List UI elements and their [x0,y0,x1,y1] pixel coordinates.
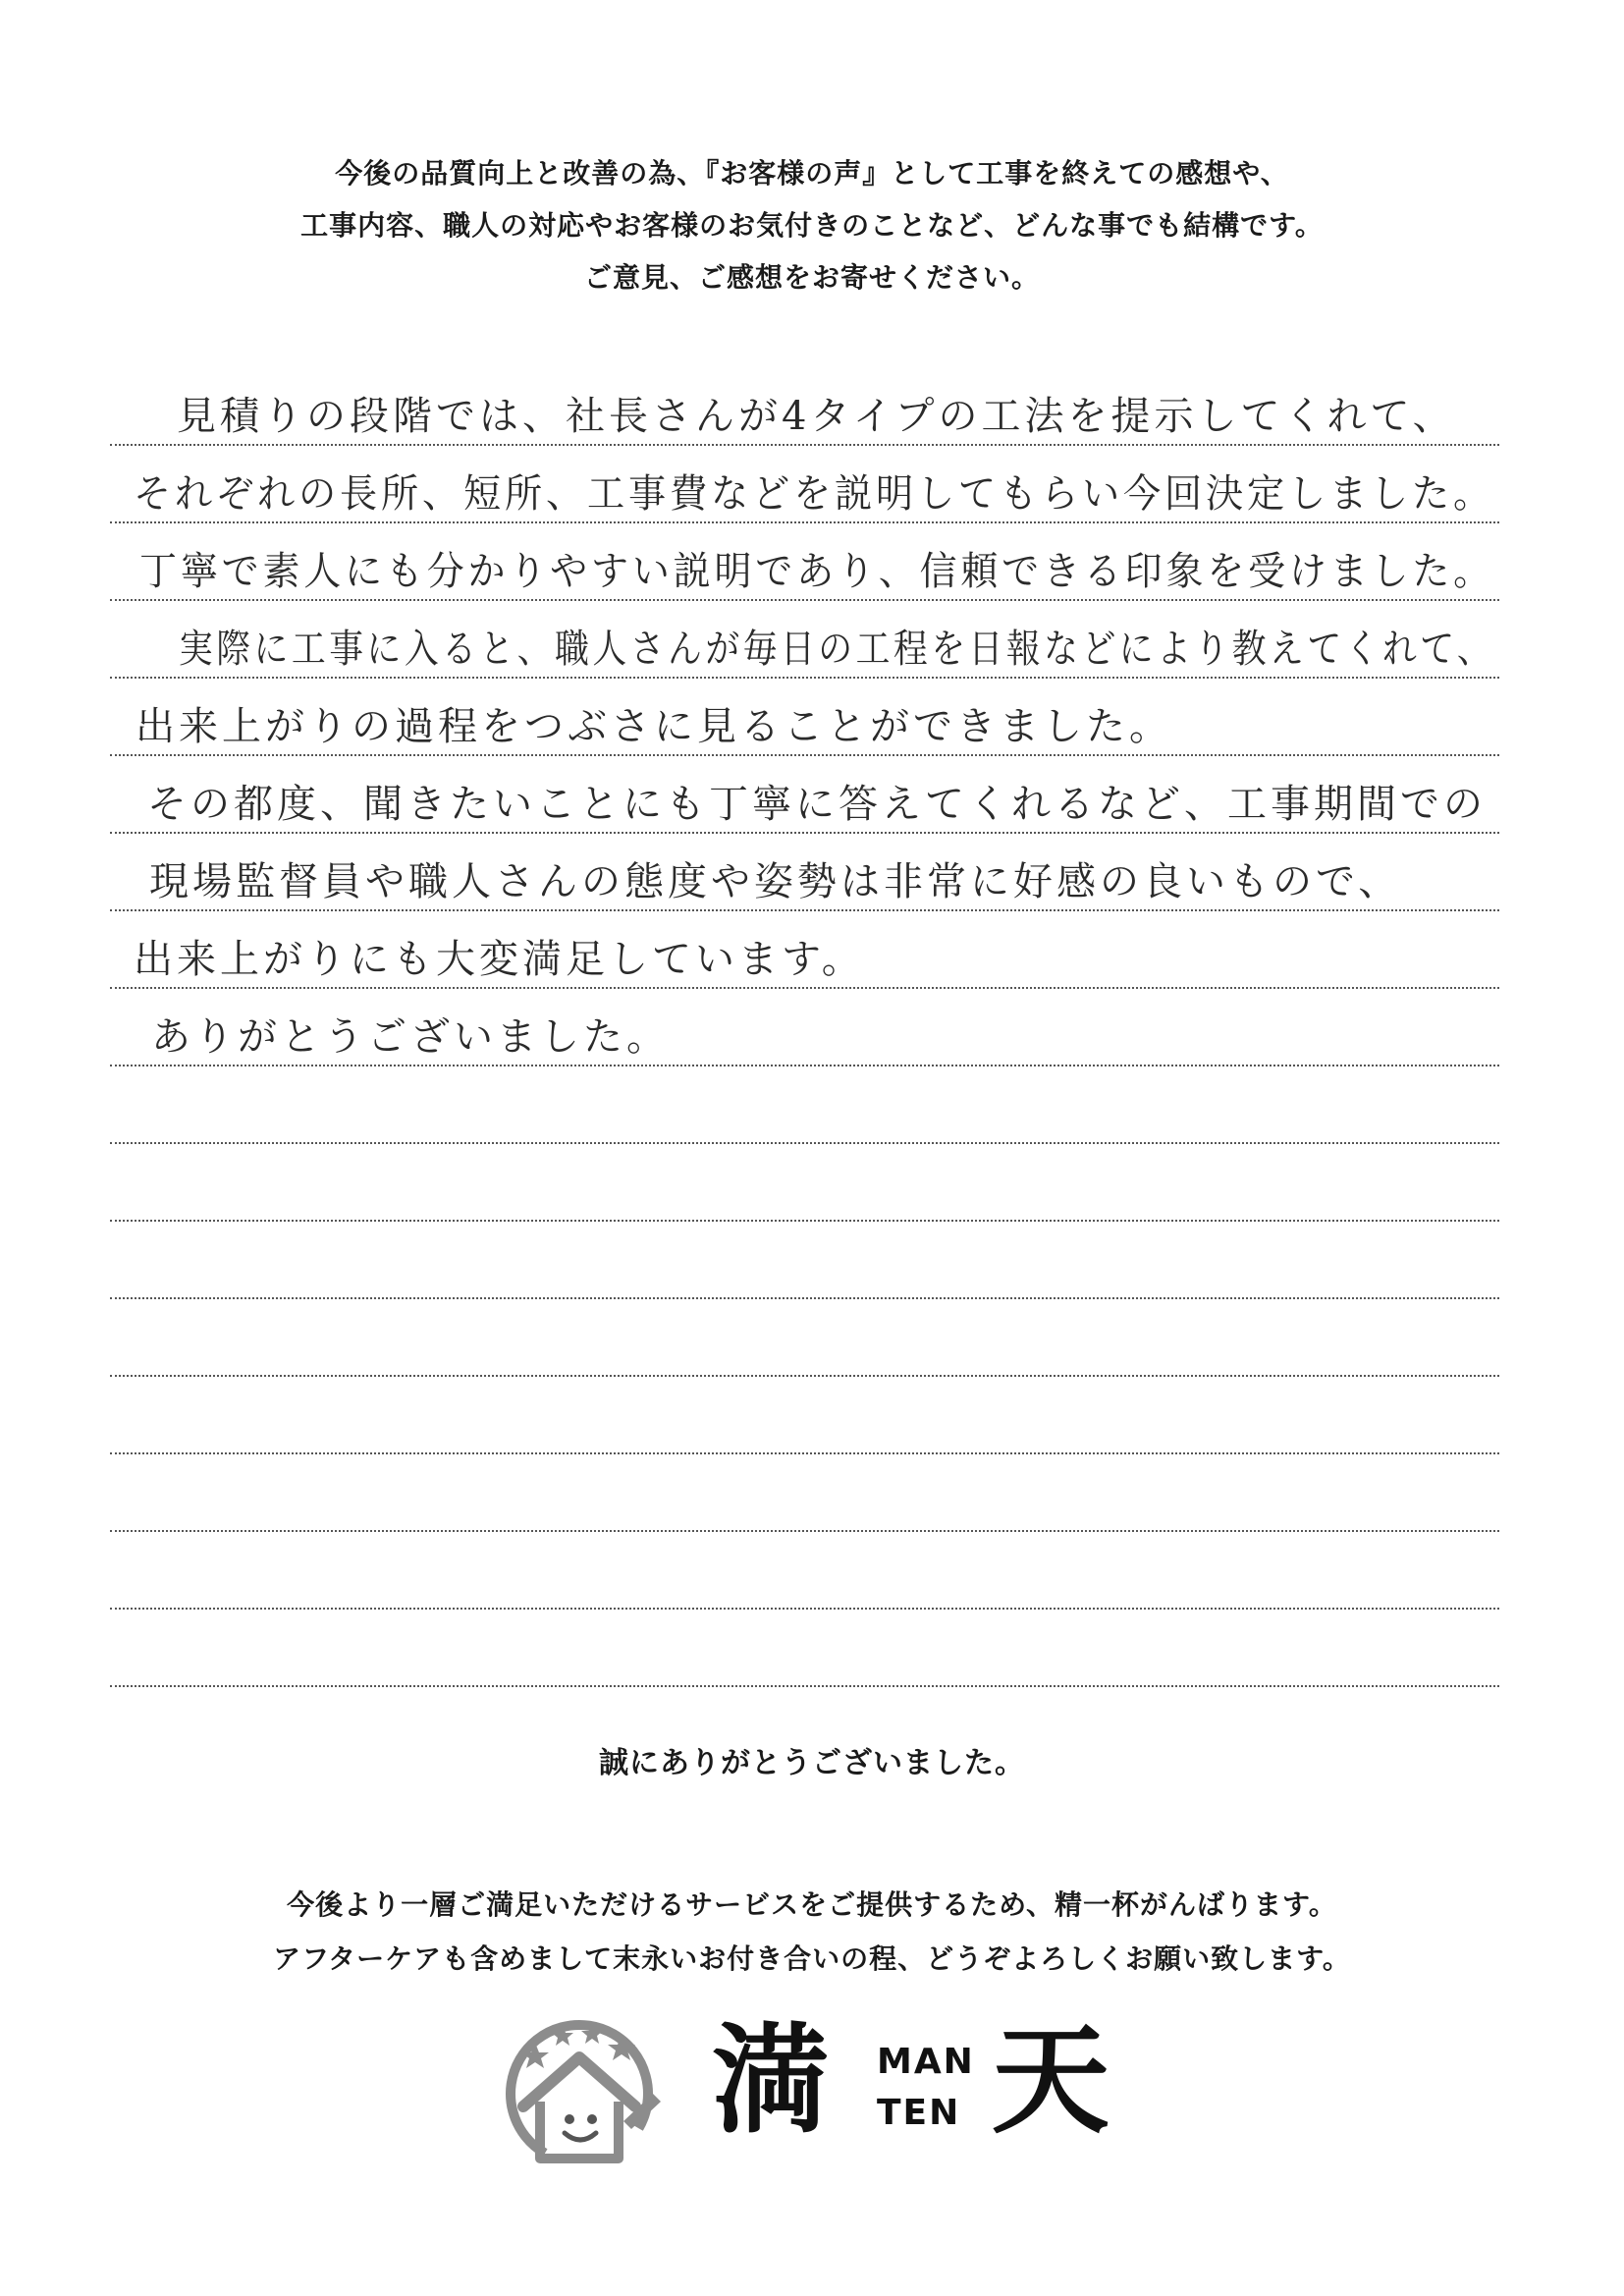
intro-line-1: 今後の品質向上と改善の為、『お客様の声』として工事を終えての感想や、 [335,157,1289,190]
ruled-line-15 [110,1454,1499,1532]
handwritten-text-line-4: 実際に工事に入ると、職人さんが毎日の工程を日報などにより教えてくれて、 [179,627,1495,672]
intro-line-3: ご意見、ご感想をお寄せください。 [583,261,1040,294]
ruled-line-6 [110,756,1499,834]
ruled-line-16 [110,1532,1499,1610]
handwritten-text-line-2: それぞれの長所、短所、工事費などを説明してもらい今回決定しました。 [134,471,1494,517]
handwritten-text-line-6: その都度、聞きたいことにも丁寧に答えてくれるなど、工事期間での [147,782,1487,827]
handwritten-text-line-7: 現場監督員や職人さんの態度や姿勢は非常に好感の良いもので、 [149,859,1402,904]
ruled-line-8 [110,911,1499,989]
ruled-line-10 [110,1066,1499,1144]
closing-line-1: 今後より一層ご満足いただけるサービスをご提供するため、精一杯がんばります。 [287,1888,1337,1921]
intro-text [0,147,1624,303]
handwritten-text-line-8: 出来上がりにも大変満足しています。 [134,937,865,982]
thanks-message: 誠にありがとうございました。 [599,1746,1025,1780]
handwritten-text-line-1: 見積りの段階では、社長さんが4タイプの工法を提示してくれて、 [177,394,1456,439]
handwritten-text-line-3: 丁寧で素人にも分かりやすい説明であり、信頼できる印象を受けました。 [139,549,1494,594]
ruled-line-2 [110,446,1499,523]
logo-roman-man: MAN [877,2042,975,2082]
ruled-line-3 [110,523,1499,601]
ruled-line-17 [110,1610,1499,1687]
intro-line-2: 工事内容、職人の対応やお客様のお気付きのことなど、どんな事でも結構です。 [300,209,1324,242]
handwritten-text-line-9: ありがとうございました。 [151,1014,670,1060]
ruled-line-5 [110,679,1499,756]
ruled-line-12 [110,1222,1499,1299]
ruled-line-1 [110,368,1499,446]
company-logo [496,2003,1124,2170]
ruled-line-4 [110,601,1499,679]
logo-kanji-man: 満 [712,2013,830,2150]
house-smile-stars-logo-icon [496,2003,673,2170]
closing-message [0,1878,1624,1986]
ruled-line-9 [110,989,1499,1066]
handwritten-text-line-5: 出来上がりの過程をつぶさに見ることができました。 [135,704,1172,749]
closing-line-2: アフターケアも含めまして末永いお付き合いの程、どうぞよろしくお願い致します。 [273,1942,1351,1975]
logo-kanji-ten: 天 [992,2013,1110,2150]
ruled-line-14 [110,1377,1499,1454]
ruled-line-11 [110,1144,1499,1222]
logo-roman-ten: TEN [877,2093,961,2133]
handwritten-feedback-area [110,368,1499,1687]
ruled-line-13 [110,1299,1499,1377]
ruled-line-7 [110,834,1499,911]
